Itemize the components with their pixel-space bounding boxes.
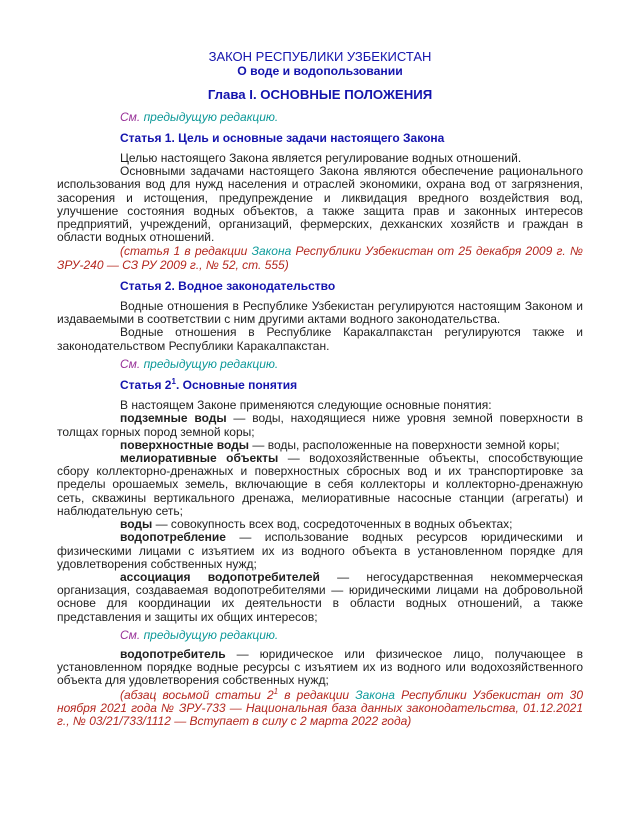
annotation-text: (статья 1 в редакции <box>120 244 252 259</box>
definition-text: — юридическое или физическое лицо, получающее в установленном порядке водные ресурсы с изъятием их из водного или водохозяйственного объекта для удовлетворения собственных нужд; <box>57 646 583 688</box>
definition-text: — использование водных ресурсов юридическими и физическими лицами с изъятием их из водного объекта в установленном порядке для удовлетворения собственных нужд; <box>57 530 583 571</box>
definition-term: водопотребитель <box>120 646 226 661</box>
article-1-annotation <box>57 245 583 271</box>
definition-paragraph <box>57 412 583 438</box>
article-2-1-heading-superscript: 1 <box>171 377 176 387</box>
annotation-text: Республики Узбекистан от 25 декабря 2009 г. № ЗРУ-240 — СЗ РУ 2009 г., № 52, ст. 555) <box>57 244 583 272</box>
see-previous-edition-link-2[interactable] <box>57 358 583 371</box>
annotation-text: в редакции <box>278 687 356 702</box>
definition-text: — воды, находящиеся ниже уровня земной поверхности в толщах горных пород земной коры; <box>57 411 583 439</box>
article-2-1-intro: В настоящем Законе применяются следующие основные понятия: <box>120 398 492 413</box>
article-2-1-heading-text: . Основные понятия <box>175 378 298 393</box>
annotation-text: Республики Узбекистан от 30 ноября 2021 года № ЗРУ-733 — Национальная база данных законодательства, 01.12.2021 г., № 03/21/733/1112 — Вступает в силу с 2 марта 2022 года) <box>57 687 583 728</box>
article-1-paragraph-2: Основными задачами настоящего Закона являются обеспечение рационального использования вод для нужд населения и отраслей экономики, охрана вод от загрязнения, засорения и истощения, предупреждение и ликвидация вредного воздействия вод, улучшение состояния водных объектов, а также защита прав и законных интересов предприятий, учреждений, организаций, фермерских, дехканских хозяйств и граждан в области водных отношений. <box>57 164 583 245</box>
definition-paragraph <box>57 531 583 571</box>
chapter-heading: Глава I. ОСНОВНЫЕ ПОЛОЖЕНИЯ <box>207 87 433 103</box>
article-2-1-heading-text: Статья 2 <box>120 378 172 393</box>
definition-term: ассоциация водопотребителей <box>120 569 320 584</box>
definition-paragraph <box>57 571 583 624</box>
see-previous-edition-link-3[interactable] <box>57 629 583 642</box>
see-previous-rest[interactable]: предыдущую редакцию. <box>140 109 279 124</box>
definition-text: — водохозяйственные объекты, способствующие сбору коллекторно-дренажных и поверхностных сбросных вод и их транспортировке за пределы орошаемых земель, включающие в себя коллекторы и коллекторно-дренажную сеть, скважины вертикального дренажа, мелиоративные насосные станции (агрегаты) и наблюдательную сеть; <box>57 451 584 518</box>
definition-paragraph <box>57 648 583 688</box>
article-2-paragraph-2: Водные отношения в Республике Каракалпакстан регулируются также и законодательством Республики Каракалпакстан. <box>57 325 583 353</box>
definition-term: водопотребление <box>120 530 226 545</box>
document-title: ЗАКОН РЕСПУБЛИКИ УЗБЕКИСТАН <box>208 49 432 64</box>
article-1-heading: Статья 1. Цель и основные задачи настоящего Закона <box>120 130 445 145</box>
see-previous-edition-link-1[interactable] <box>57 111 583 124</box>
definition-term: поверхностные воды <box>120 437 250 452</box>
definition-term: воды <box>120 517 153 532</box>
definition-term: мелиоративные объекты <box>120 451 279 466</box>
law-link[interactable]: Закона <box>355 687 395 702</box>
see-previous-prefix[interactable]: См. <box>120 627 141 642</box>
see-previous-prefix[interactable]: См. <box>120 356 141 371</box>
definition-text: — негосударственная некоммерческая организация, создаваемая водопотребителями — юридическими лицами на добровольной основе для координации их деятельности в области водных отношений, а также представления и защиты их общих интересов; <box>57 569 583 624</box>
article-1-paragraph-1: Целью настоящего Закона является регулирование водных отношений. <box>120 151 522 166</box>
annotation-text: (абзац восьмой статьи 2 <box>120 687 274 702</box>
see-previous-prefix[interactable]: См. <box>120 109 141 124</box>
article-2-1-annotation <box>57 686 583 729</box>
article-2-1-heading <box>57 379 583 392</box>
article-2-paragraph-1: Водные отношения в Республике Узбекистан регулируются настоящим Законом и издаваемыми в соответствии с ним другими актами водного законодательства. <box>57 299 583 327</box>
article-2-heading: Статья 2. Водное законодательство <box>120 278 336 293</box>
document-subtitle: О воде и водопользовании <box>237 64 403 79</box>
definition-text: — совокупность всех вод, сосредоточенных в водных объектах; <box>152 517 513 532</box>
annotation-superscript: 1 <box>273 686 279 696</box>
law-link[interactable]: Закона <box>251 244 292 259</box>
definition-text: — воды, расположенные на поверхности земной коры; <box>249 437 560 452</box>
definition-paragraph <box>57 452 583 518</box>
see-previous-rest[interactable]: предыдущую редакцию. <box>140 356 279 371</box>
see-previous-rest[interactable]: предыдущую редакцию. <box>140 627 279 642</box>
definition-term: подземные воды <box>120 411 227 426</box>
